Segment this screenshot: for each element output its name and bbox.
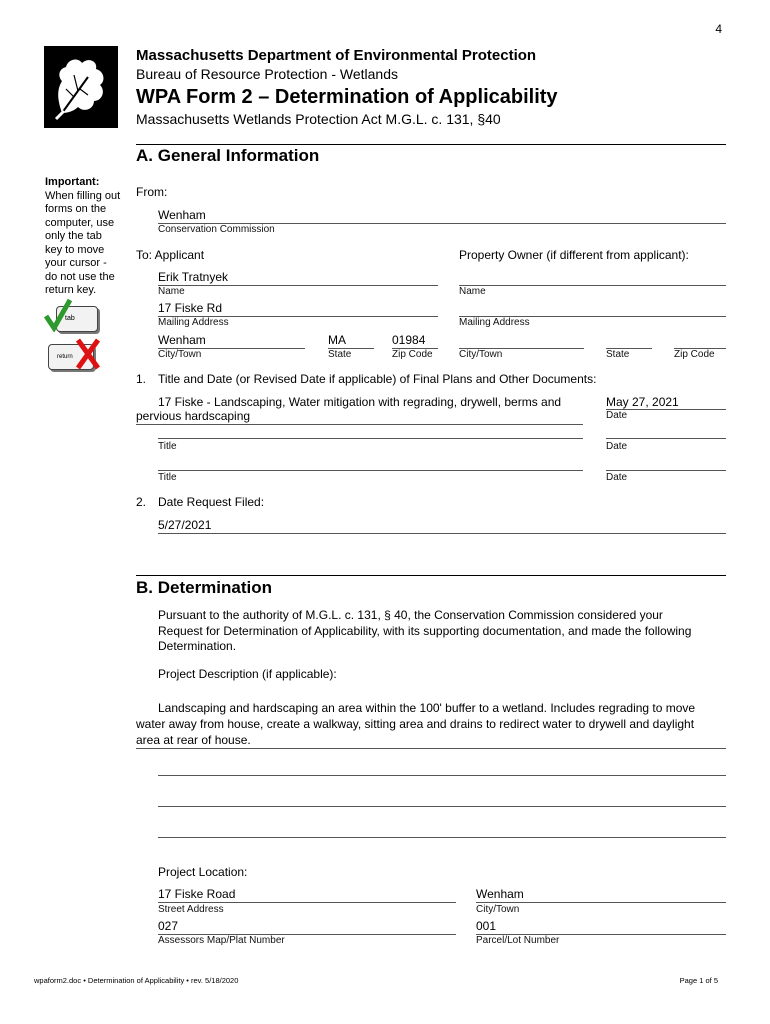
doc2-title-caption: Title xyxy=(158,441,177,452)
doc1-title-line2: pervious hardscaping xyxy=(136,409,251,423)
applicant-state-field[interactable] xyxy=(328,333,374,349)
important-heading: Important: xyxy=(45,176,100,188)
footer-left: wpaform2.doc • Determination of Applicability • rev. 5/18/2020 xyxy=(34,976,239,985)
owner-city-field[interactable] xyxy=(459,333,584,349)
item2-label: Date Request Filed: xyxy=(158,495,265,509)
from-value: Wenham xyxy=(158,208,206,222)
oak-leaf-icon xyxy=(48,51,114,123)
applicant-zip-value: 01984 xyxy=(392,333,426,347)
item1-label: Title and Date (or Revised Date if applicable) of Final Plans and Other Documents: xyxy=(158,372,597,386)
applicant-state-value: MA xyxy=(328,333,346,347)
project-desc-line-2: water away from house, create a walkway, sitting area and drains to redirect water to drywell and daylight xyxy=(136,717,695,731)
applicant-name-field[interactable] xyxy=(158,270,438,286)
intro-line-3: Determination. xyxy=(158,639,237,653)
return-key-label: return xyxy=(57,354,73,360)
important-line-3: computer, use xyxy=(45,216,115,229)
parcel-field[interactable] xyxy=(476,919,726,935)
project-description-label: Project Description (if applicable): xyxy=(158,667,337,681)
owner-name-caption: Name xyxy=(459,286,486,297)
form-title-main: WPA Form 2 xyxy=(136,86,253,108)
doc3-date-field[interactable] xyxy=(606,457,726,471)
determination-intro xyxy=(158,608,728,655)
location-city-value: Wenham xyxy=(476,887,524,901)
applicant-name-value: Erik Tratnyek xyxy=(158,270,229,284)
doc3-title-caption: Title xyxy=(158,472,177,483)
applicant-address-field[interactable] xyxy=(158,301,438,317)
important-line-6: your cursor - xyxy=(45,257,107,269)
tab-key-label: tab xyxy=(65,315,75,322)
to-applicant-label: To: Applicant xyxy=(136,248,205,262)
important-line-5: key to move xyxy=(45,243,105,256)
parcel-caption: Parcel/Lot Number xyxy=(476,935,560,946)
form-title xyxy=(136,86,558,109)
parcel-value: 001 xyxy=(476,919,497,933)
section-a-title: A. General Information xyxy=(136,146,320,165)
applicant-address-caption: Mailing Address xyxy=(158,317,229,328)
important-line-4: only the tab xyxy=(45,230,102,242)
project-desc-line-1: Landscaping and hardscaping an area within the 100' buffer to a wetland. Includes regrading to move xyxy=(158,701,696,715)
applicant-address-value: 17 Fiske Rd xyxy=(158,301,223,315)
street-address-field[interactable] xyxy=(158,887,456,903)
doc1-title-line1: 17 Fiske - Landscaping, Water mitigation with regrading, drywell, berms and xyxy=(158,395,562,409)
owner-state-field[interactable] xyxy=(606,333,652,349)
project-description-field[interactable] xyxy=(136,700,728,749)
item2-number: 2. xyxy=(136,495,147,509)
location-city-field[interactable] xyxy=(476,887,726,903)
project-desc-blank-line-2[interactable] xyxy=(158,793,726,807)
street-address-value: 17 Fiske Road xyxy=(158,887,236,901)
owner-city-caption: City/Town xyxy=(459,349,503,360)
doc1-date-value: May 27, 2021 xyxy=(606,395,679,409)
important-line-8: return key. xyxy=(45,284,97,296)
applicant-city-caption: City/Town xyxy=(158,349,202,360)
owner-zip-caption: Zip Code xyxy=(674,349,715,360)
owner-address-field[interactable] xyxy=(459,301,726,317)
doc2-date-caption: Date xyxy=(606,441,628,452)
applicant-city-field[interactable] xyxy=(158,333,305,349)
intro-line-2: Request for Determination of Applicability, with its supporting documentation, and made the following xyxy=(158,623,692,638)
form-title-dash: – xyxy=(252,86,275,108)
project-location-label: Project Location: xyxy=(158,865,248,879)
applicant-name-caption: Name xyxy=(158,286,185,297)
applicant-zip-field[interactable] xyxy=(392,333,438,349)
doc1-date-caption: Date xyxy=(606,410,628,421)
important-line-7: do not use the xyxy=(45,270,115,283)
applicant-city-value: Wenham xyxy=(158,333,206,347)
page-number: 4 xyxy=(715,22,722,36)
form-title-rest: Determination of Applicability xyxy=(274,86,558,108)
section-b-title: B. Determination xyxy=(136,578,273,597)
doc3-date-caption: Date xyxy=(606,472,628,483)
section-a-rule xyxy=(136,144,726,145)
from-caption: Conservation Commission xyxy=(158,224,275,235)
bureau-name: Bureau of Resource Protection - Wetlands xyxy=(136,66,398,82)
act-reference: Massachusetts Wetlands Protection Act M.G.L. c. 131, §40 xyxy=(136,111,501,127)
important-line-2: forms on the xyxy=(45,203,107,215)
item1-number: 1. xyxy=(136,372,147,386)
owner-state-caption: State xyxy=(606,349,630,360)
important-note xyxy=(45,176,130,298)
section-b-rule xyxy=(136,575,726,576)
doc2-date-field[interactable] xyxy=(606,425,726,439)
owner-zip-field[interactable] xyxy=(674,333,726,349)
doc2-title-field[interactable] xyxy=(158,425,583,439)
property-owner-label: Property Owner (if different from applicant): xyxy=(459,248,689,262)
from-label: From: xyxy=(136,185,168,199)
checkmark-icon xyxy=(44,298,72,332)
x-mark-icon xyxy=(74,336,102,372)
project-desc-line-3: area at rear of house. xyxy=(136,732,726,749)
from-field[interactable] xyxy=(158,208,726,224)
dept-name: Massachusetts Department of Environmental Protection xyxy=(136,47,537,64)
applicant-zip-caption: Zip Code xyxy=(392,349,433,360)
project-desc-blank-line-1[interactable] xyxy=(158,762,726,776)
oak-leaf-logo xyxy=(44,46,118,128)
important-line-1: When filling out xyxy=(45,189,121,202)
map-plat-field[interactable] xyxy=(158,919,456,935)
date-filed-field[interactable] xyxy=(158,518,726,534)
doc3-title-field[interactable] xyxy=(158,457,583,471)
map-plat-value: 027 xyxy=(158,919,179,933)
location-city-caption: City/Town xyxy=(476,904,520,915)
map-plat-caption: Assessors Map/Plat Number xyxy=(158,935,285,946)
intro-line-1: Pursuant to the authority of M.G.L. c. 131, § 40, the Conservation Commission considered your xyxy=(158,608,663,622)
applicant-state-caption: State xyxy=(328,349,352,360)
project-desc-blank-line-3[interactable] xyxy=(158,824,726,838)
doc1-title-field[interactable] xyxy=(136,409,583,425)
doc1-date-field[interactable] xyxy=(606,395,726,410)
owner-address-caption: Mailing Address xyxy=(459,317,530,328)
footer-page: Page 1 of 5 xyxy=(679,976,718,985)
date-filed-value: 5/27/2021 xyxy=(158,518,212,532)
owner-name-field[interactable] xyxy=(459,270,726,286)
street-address-caption: Street Address xyxy=(158,904,224,915)
